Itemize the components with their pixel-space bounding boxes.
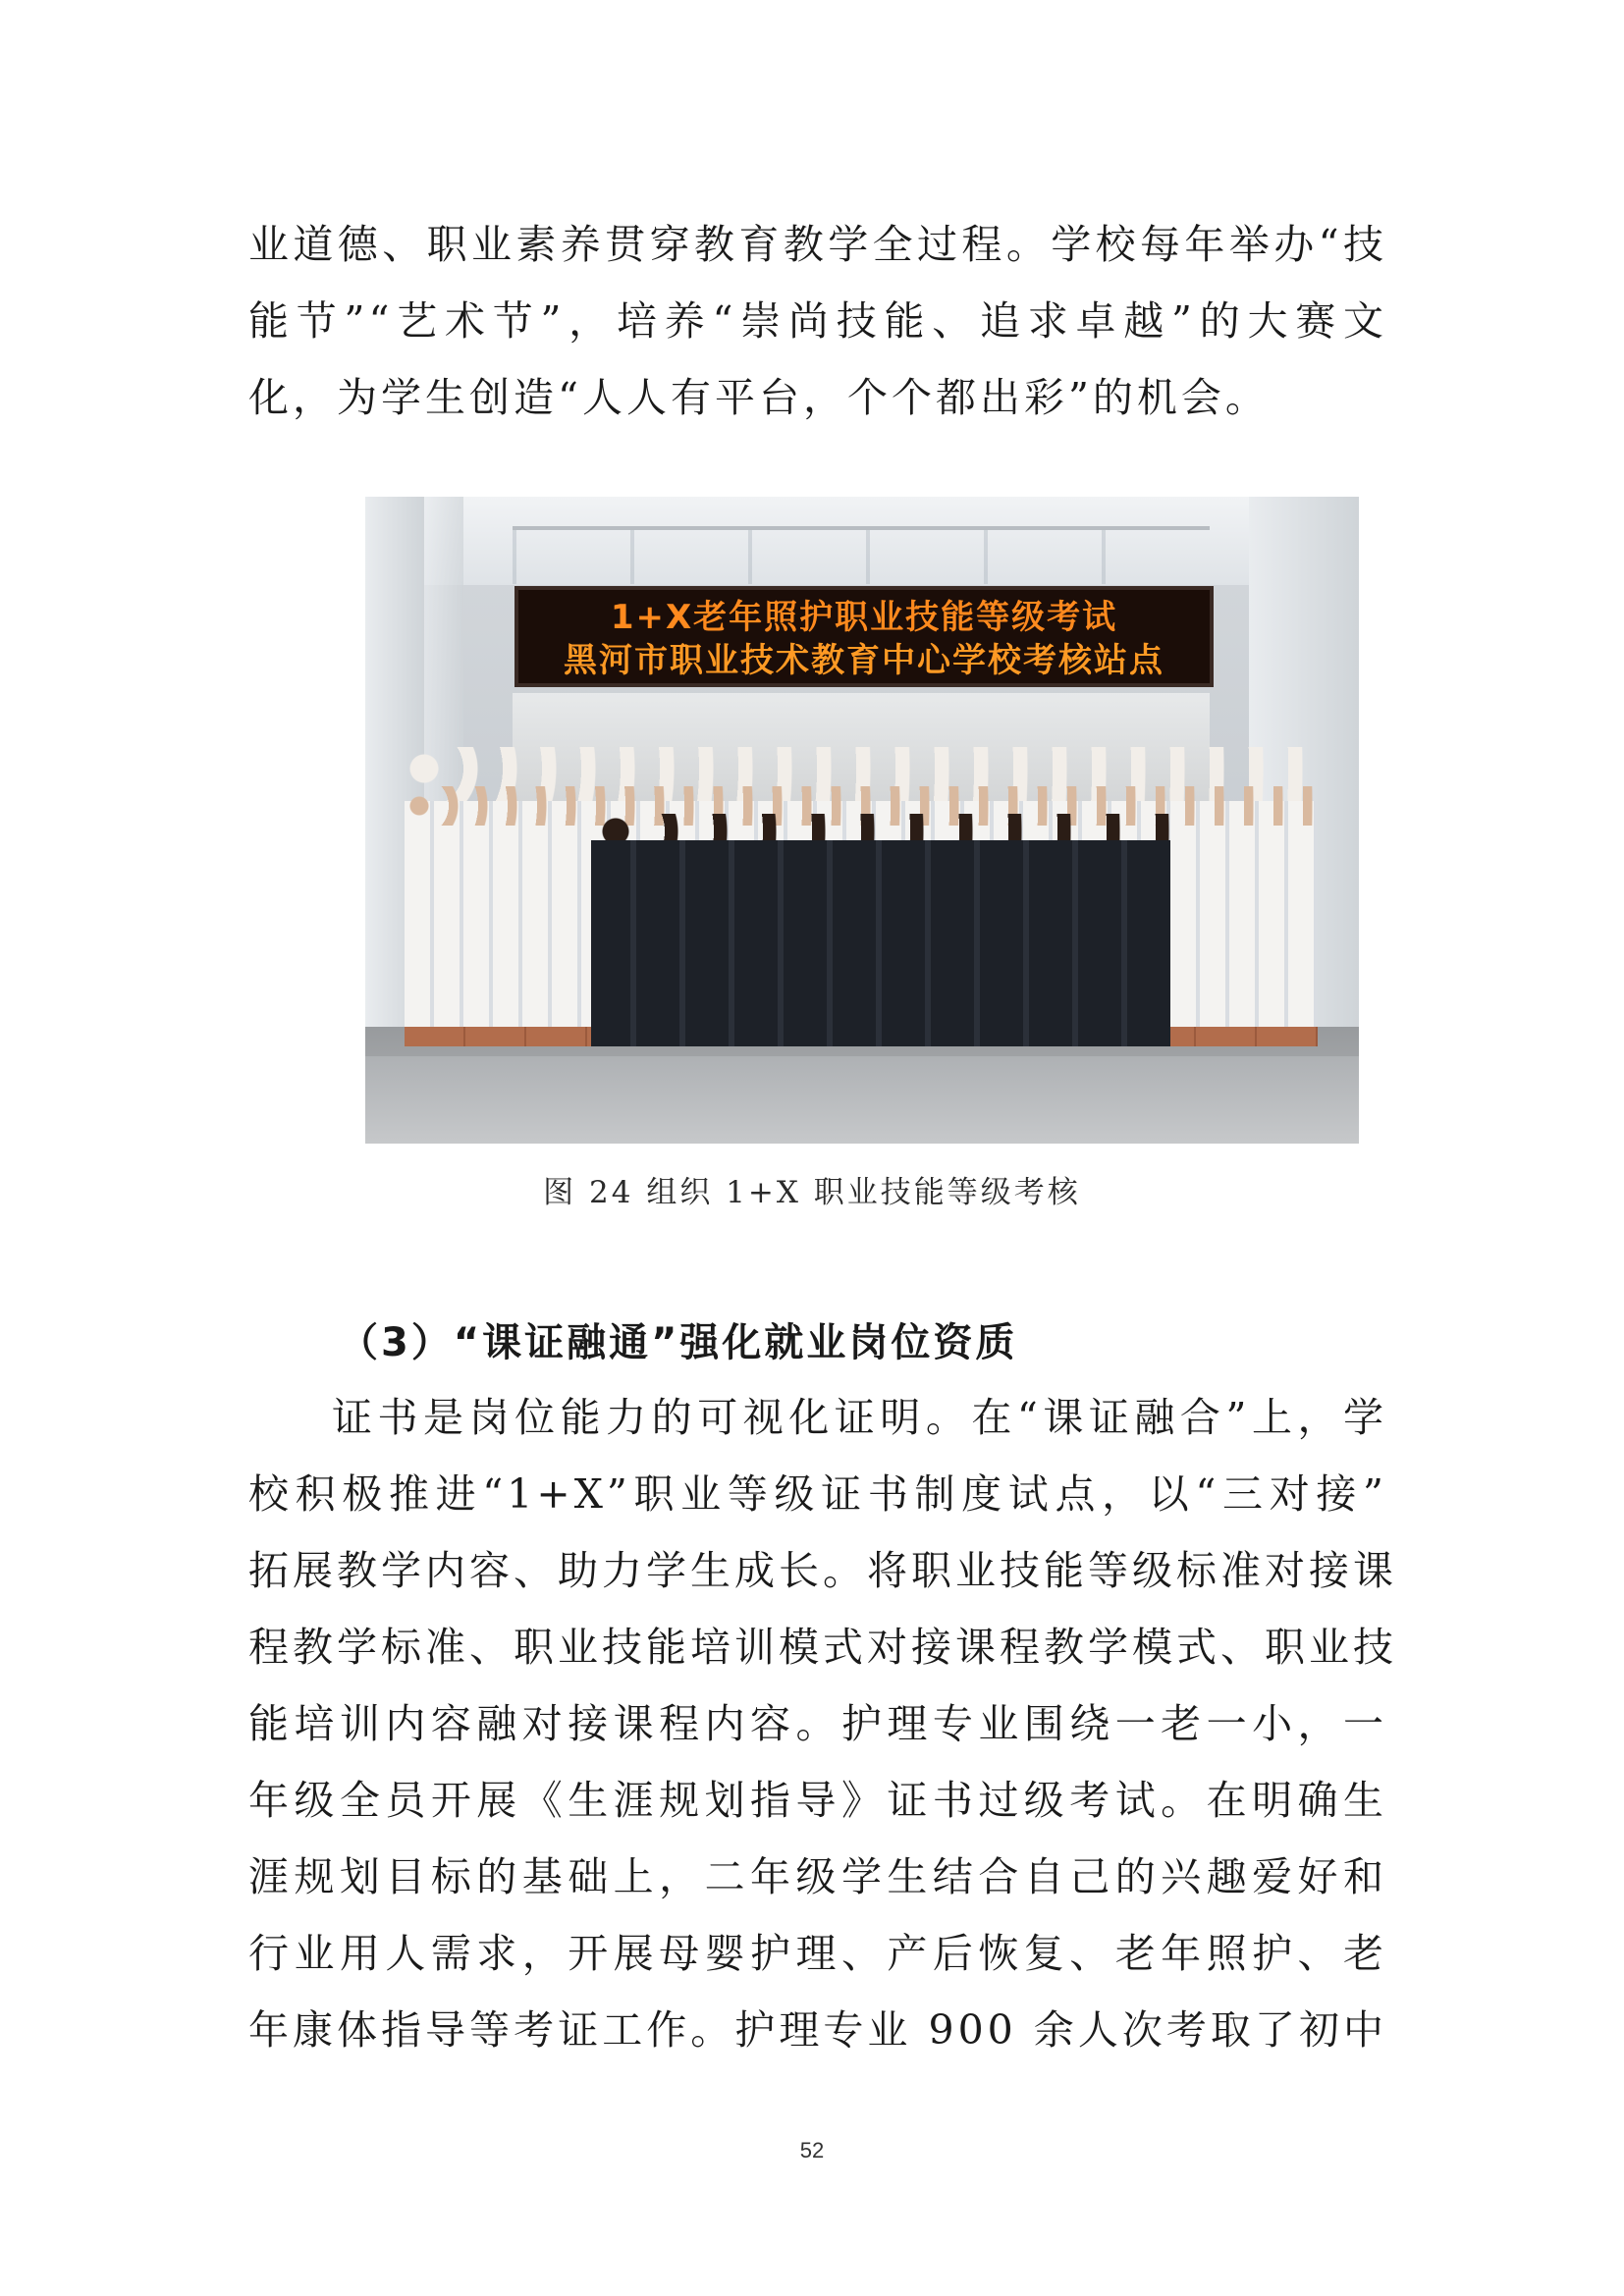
paragraph-line: 校积极推进“1+X”职业等级证书制度试点，以“三对接” — [248, 1470, 1387, 1518]
paragraph-line: 年康体指导等考证工作。护理专业 900 余人次考取了初中 — [248, 2006, 1387, 2054]
section-heading: （3）“课证融通”强化就业岗位资质 — [339, 1320, 1018, 1365]
paragraph-line: 涯规划目标的基础上，二年级学生结合自己的兴趣爱好和 — [248, 1853, 1387, 1900]
paragraph-line: 证书是岗位能力的可视化证明。在“课证融合”上，学 — [332, 1394, 1387, 1441]
paragraph-line: 能节”“艺术节”，培养“崇尚技能、追求卓越”的大赛文 — [248, 297, 1387, 345]
paragraph-line: 行业用人需求，开展母婴护理、产后恢复、老年照护、老 — [248, 1930, 1387, 1977]
page-number: 52 — [799, 2138, 825, 2163]
people-group — [405, 747, 1318, 1071]
paragraph-line: 拓展教学内容、助力学生成长。将职业技能等级标准对接课 — [248, 1547, 1397, 1594]
balcony-railing — [513, 526, 1210, 584]
group-photo — [365, 497, 1359, 1144]
paragraph-line: 化，为学生创造“人人有平台，个个都出彩”的机会。 — [248, 374, 1270, 421]
led-banner-line2: 黑河市职业技术教育中心学校考核站点 — [564, 641, 1164, 680]
figure-caption: 图 24 组织 1+X 职业技能等级考核 — [543, 1175, 1081, 1210]
paragraph-line: 程教学标准、职业技能培训模式对接课程教学模式、职业技 — [248, 1624, 1397, 1671]
staff-in-black — [591, 840, 1170, 1046]
led-banner-line1: 1+X老年照护职业技能等级考试 — [610, 598, 1118, 637]
floor — [365, 1056, 1359, 1144]
led-banner — [514, 586, 1214, 687]
paragraph-line: 能培训内容融对接课程内容。护理专业围绕一老一小，一 — [248, 1700, 1387, 1747]
paragraph-line: 年级全员开展《生涯规划指导》证书过级考试。在明确生 — [248, 1777, 1387, 1824]
paragraph-line: 业道德、职业素养贯穿教育教学全过程。学校每年举办“技 — [248, 221, 1387, 268]
